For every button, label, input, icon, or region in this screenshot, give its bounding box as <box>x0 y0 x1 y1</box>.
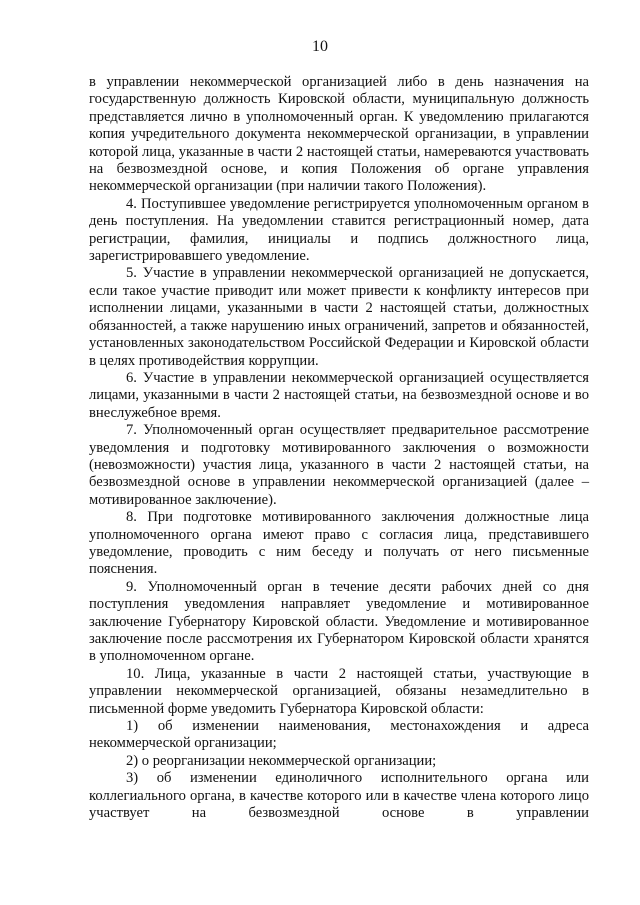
paragraph-continued: в управлении некоммерческой организацией либо в день назначения на государственную должность Кировской области, муниципальную должность представляется лично в уполномоченный орган. К уведомлению прилагаются копия учредительного документа некоммерческой организации, в управлении которой лица, указанные в части 2 настоящей статьи, намереваются участвовать на безвозмездной основе, и копия Положения об органе управления некоммерческой организации (при наличии такого Положения). <box>89 74 589 195</box>
paragraph-item-9: 9. Уполномоченный орган в течение десяти рабочих дней со дня поступления уведомления направляет уведомление и мотивированное заключение Губернатору Кировской области. Уведомление и мотивированное заключение после рассмотрения их Губернатором Кировской области хранятся в уполномоченном органе. <box>89 578 589 665</box>
document-body <box>89 74 589 822</box>
paragraph-item-6: 6. Участие в управлении некоммерческой организацией осуществляется лицами, указанными в части 2 настоящей статьи, на безвозмездной основе и во внеслужебное время. <box>89 369 589 421</box>
subitem-1: 1) об изменении наименования, местонахождения и адреса некоммерческой организации; <box>89 718 589 752</box>
paragraph-item-7: 7. Уполномоченный орган осуществляет предварительное рассмотрение уведомления и подготовку мотивированного заключения о возможности (невозможности) участия лица, указанного в части 2 настоящей статьи, на безвозмездной основе в управлении некоммерческой организацией (далее – мотивированное заключение). <box>89 422 589 508</box>
subitem-2: 2) о реорганизации некоммерческой организации; <box>126 752 437 769</box>
page-number: 10 <box>312 38 328 55</box>
subitem-3: 3) об изменении единоличного исполнительного органа или коллегиального органа, в качестве которого или в качестве члена которого лицо участвует на безвозмездной основе в управлении <box>89 770 589 822</box>
paragraph-item-8: 8. При подготовке мотивированного заключения должностные лица уполномоченного органа имеют право с согласия лица, представившего уведомление, проводить с ним беседу и получать от него письменные пояснения. <box>89 509 589 578</box>
paragraph-item-10: 10. Лица, указанные в части 2 настоящей статьи, участвующие в управлении некоммерческой организацией, обязаны незамедлительно в письменной форме уведомить Губернатора Кировской области: <box>89 665 589 717</box>
paragraph-item-4: 4. Поступившее уведомление регистрируется уполномоченным органом в день поступления. На уведомлении ставится регистрационный номер, дата регистрации, фамилия, инициалы и подпись должностного лица, зарегистрировавшего уведомление. <box>89 195 589 265</box>
paragraph-item-5: 5. Участие в управлении некоммерческой организацией не допускается, если такое участие приводит или может привести к конфликту интересов при исполнении лицами, указанными в части 2 настоящей статьи, должностных обязанностей, а также нарушению иных ограничений, запретов и обязанностей, установленных законодательством Российской Федерации и Кировской области в целях противодействия коррупции. <box>89 265 589 369</box>
